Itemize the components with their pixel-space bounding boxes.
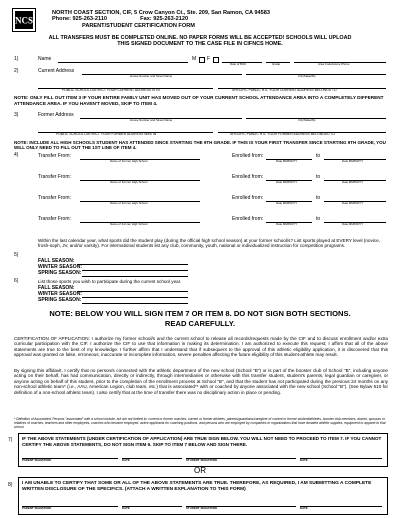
item-8-student-date[interactable] xyxy=(300,506,382,507)
former-address-label: Former Address xyxy=(38,112,74,118)
item-6-text: List those sports you wish to participate during the current school year. xyxy=(38,279,182,284)
item-6-fall-label: FALL SEASON: xyxy=(38,285,75,291)
to-label: to xyxy=(316,153,321,159)
item-2-number: 2) xyxy=(14,68,19,74)
start-date-caption: Date MM/DD/YY xyxy=(276,222,298,226)
item-6-number: 6) xyxy=(14,278,19,284)
notice-line-2: THIS SIGNED DOCUMENT TO THE CASE FILE IN CIFNCS HOME. xyxy=(117,41,283,48)
item-7-number: 7) xyxy=(8,437,13,443)
end-date-caption: Date MM/DD/YY xyxy=(342,222,364,226)
former-street-caption: House Number and Street Name xyxy=(130,118,173,122)
item-5-winter-label: WINTER SEASON: xyxy=(38,264,82,270)
sign-instruction: NOTE: BELOW YOU WILL SIGN ITEM 7 OR ITEM 8. DO NOT SIGN BOTH SECTIONS. xyxy=(49,309,351,318)
transfer-from-label: Transfer From: xyxy=(38,153,71,159)
start-date-caption: Date MM/DD/YY xyxy=(276,201,298,205)
item-1-number: 1) xyxy=(14,56,19,62)
item-3-number: 3) xyxy=(14,112,19,118)
former-school-caption: Name of Former High School xyxy=(110,180,148,184)
ncs-logo xyxy=(12,8,36,32)
end-date-caption: Date MM/DD/YY xyxy=(342,180,364,184)
notice-line-1: ALL TRANSFERS MUST BE COMPLETED ONLINE. NO PAPER FORMS WILL BE ACCEPTED! SCHOOLS WILL UPLOAD xyxy=(48,35,352,41)
enrolled-from-label: Enrolled from: xyxy=(232,153,264,159)
male-checkbox[interactable] xyxy=(199,57,205,63)
name-field[interactable] xyxy=(58,62,188,63)
current-school-caption: SPECIFIC PUBLIC H.S. YOUR CURRENT ADDRESS BELONGS TO xyxy=(232,88,337,92)
former-school-caption: Name of Former High School xyxy=(110,159,148,163)
start-date-caption: Date MM/DD/YY xyxy=(276,159,298,163)
or-divider: OR xyxy=(194,466,206,475)
form-title: PARENT/STUDENT CERTIFICATION FORM xyxy=(82,22,195,29)
enrolled-from-label: Enrolled from: xyxy=(232,174,264,180)
item-7-parent-date-caption: DATE xyxy=(122,458,130,462)
former-city-field[interactable] xyxy=(246,118,386,119)
item-7-parent-signature-caption: PARENT SIGNATURE xyxy=(22,458,52,462)
item-8-parent-date[interactable] xyxy=(122,506,182,507)
current-street-caption: House Number and Street Name xyxy=(130,74,173,78)
male-label: M xyxy=(192,56,197,62)
item-5-number: 5) xyxy=(14,252,19,258)
dob-caption: Date of Birth xyxy=(230,62,247,66)
item-6-fall-field[interactable] xyxy=(78,291,188,292)
item-6-spring-label: SPRING SEASON: xyxy=(38,297,82,303)
phone-caption: Area Code/Home Phone xyxy=(318,62,350,66)
to-label: to xyxy=(316,195,321,201)
female-checkbox[interactable] xyxy=(213,57,219,63)
item-8-text: I AM UNABLE TO CERTIFY THAT SOME OR ALL OF THE ABOVE STATEMENTS ARE TRUE. THEREFORE, AS REQUIRED, I AM SUBMITTING A COMPLETE WRITTEN DISCLOSURE OF THE SPECIFICS. (ATTACH A WRITTEN EXPLANATION TO THIS FORM) xyxy=(22,481,372,492)
enrolled-from-label: Enrolled from: xyxy=(232,195,264,201)
name-label: Name xyxy=(38,56,52,62)
item-7-student-date[interactable] xyxy=(300,458,382,459)
transfer-from-label: Transfer From: xyxy=(38,195,71,201)
item-8-student-date-caption: DATE xyxy=(300,506,308,510)
item-6-winter-label: WINTER SEASON: xyxy=(38,291,82,297)
end-date-caption: Date MM/DD/YY xyxy=(342,201,364,205)
former-city-caption: City/State/Zip xyxy=(298,118,316,122)
item-5-spring-label: SPRING SEASON: xyxy=(38,270,82,276)
item-5-fall-field[interactable] xyxy=(78,264,188,265)
item-7-parent-date[interactable] xyxy=(122,458,182,459)
item-8-parent-signature-caption: PARENT SIGNATURE xyxy=(22,506,52,510)
certification-paragraph: CERTIFICATION OF APPLICATION: I authorize my former school/s and the current school to release all records/requests made by the CIF and to discuss enrollment and/or extra curricular participation with the CIF. I authorize the CIF to use that information in making its determination. I am authorized to execute this request; I affirm that all of the above statements are true to the best of my knowledge. I further affirm that I understand that if subsequent to the approval of this athletic eligibility application, it is discovered that this approval was granted on false, erroneous, inaccurate or incomplete information, severe penalties affecting the future eligibility of this student-athlete may result. xyxy=(14,336,388,358)
former-school-caption: Name of Former High School xyxy=(110,222,148,226)
current-city-field[interactable] xyxy=(246,74,386,75)
phone: Phone: 925-263-2110 xyxy=(52,16,108,23)
to-label: to xyxy=(316,174,321,180)
former-school-caption: Name of Former High School xyxy=(110,201,148,205)
start-date-caption: Date MM/DD/YY xyxy=(276,180,298,184)
item-5-spring-field[interactable] xyxy=(82,276,188,277)
item-5-text: Within the last calendar year, what sports did the student play (during the official high school season) at your former school/s? List sports played at EVERY level (novice, frosh-soph, JV, and/or varsity). For international students list any club, community, youth, national or individualized instruction for competition programs. xyxy=(38,238,380,249)
fax: Fax: 925-263-2120 xyxy=(140,16,189,23)
org-address: NORTH COAST SECTION, CIF, 5 Crow Canyon Ct., Ste. 209, San Ramon, CA 94583 xyxy=(52,10,270,16)
current-district-caption: PUBLIC SCHOOL DISTRICT YOUR CURRENT ADDRESS IS IN xyxy=(62,88,160,92)
former-district-caption: PUBLIC SCHOOL DISTRICT YOUR FORMER ADDRESS WAS IN xyxy=(56,132,157,136)
read-carefully: READ CAREFULLY. xyxy=(164,318,236,328)
current-city-caption: City/State/Zip xyxy=(298,74,316,78)
note-item-3: NOTE: ONLY FILL OUT ITEM 3 IF YOUR ENTIRE FAMILY UNIT HAS MOVED OUT OF YOUR CURRENT SCHOOL ATTENDANCE AREA INTO A COMPLETELY DIFFERENT ATTENDANCE AREA. IF YOU HAVEN'T MOVED, SKIP TO ITEM 4. xyxy=(14,95,384,106)
item-4-number: 4) xyxy=(14,152,19,158)
current-address-label: Current Address xyxy=(38,68,75,74)
item-7-student-date-caption: DATE xyxy=(300,458,308,462)
grade-caption: Grade xyxy=(272,62,281,66)
item-5-fall-label: FALL SEASON: xyxy=(38,258,75,264)
former-school-caption: SPECIFIC PUBLIC H.S. YOUR FORMER ADDRESS BELONGED TO xyxy=(230,132,336,136)
transfer-from-label: Transfer From: xyxy=(38,174,71,180)
associated-definition: * Definition of Associated: Persons "associated" with a school include, but are not limited to: current or former coaches, current or former athletes, parents/guardians/caregiver of current or former student/athletes, booster club members, alumni, spouses or relatives of coaches, teachers and other employees, coaches who became employed, active applicants for coaching positions, and persons who are employed by companies or organizations that have donated athletic supplies, equipment or apparel to that school. xyxy=(14,417,386,429)
to-label: to xyxy=(316,216,321,222)
item-5-winter-field[interactable] xyxy=(82,270,188,271)
logo-lettering: NCS xyxy=(14,15,34,26)
transfer-from-label: Transfer From: xyxy=(38,216,71,222)
item-7-text: IF THE ABOVE STATEMENTS (UNDER CERTIFICATION OF APPLICATION) ARE TRUE SIGN BELOW. YOU WILL NOT NEED TO PROCEED TO ITEM 7. IF YOU CANNOT CERTIFY THE ABOVE STATEMENTS, DO NOT SIGN ITEM 6. SKIP TO ITEM 7 BELOW AND SIGN THERE. xyxy=(22,436,382,447)
affidavit-paragraph: By signing this affidavit, I certify that no person/s connected with the athletic department of the new school (School "B") or is part of the booster club of School "B", including anyone acting on their behalf, has had communication, directly or indirectly, through intermediaries or otherwise with this transfer student, student's parents, legal guardian or caregiver, or anyone acting on behalf of this student, prior to the completion of the enrollment process at School "B", and that the student has not participated during the previous 24 months on any non-school athletic team* (i.e., AAU, American Legion, club team, etc.) that is associated** with or coached by anyone associated with the new school (School "B"). (See Bylaw 510 for definition of a non-school athletic team). I also certify that at the time of transfer there was no disciplinary action in place or pending. xyxy=(14,368,388,395)
enrolled-from-label: Enrolled from: xyxy=(232,216,264,222)
note-item-4: NOTE: INCLUDE ALL HIGH SCHOOLS STUDENT HAS ATTENDED SINCE STARTING THE 9TH GRADE. IF THIS IS YOUR FIRST TRANSFER SINCE STARTING 9TH GRADE, YOU WILL ONLY NEED TO FILL OUT THE 1ST LINE OF ITEM 4. xyxy=(14,140,386,151)
end-date-caption: Date MM/DD/YY xyxy=(342,159,364,163)
item-8-parent-date-caption: DATE xyxy=(122,506,130,510)
item-6-winter-field[interactable] xyxy=(82,297,188,298)
item-8-student-signature-caption: STUDENT SIGNATURE xyxy=(186,506,218,510)
item-8-number: 8) xyxy=(8,482,13,488)
item-6-spring-field[interactable] xyxy=(82,303,188,304)
item-7-student-signature-caption: STUDENT SIGNATURE xyxy=(186,458,218,462)
female-label: F xyxy=(207,56,211,62)
